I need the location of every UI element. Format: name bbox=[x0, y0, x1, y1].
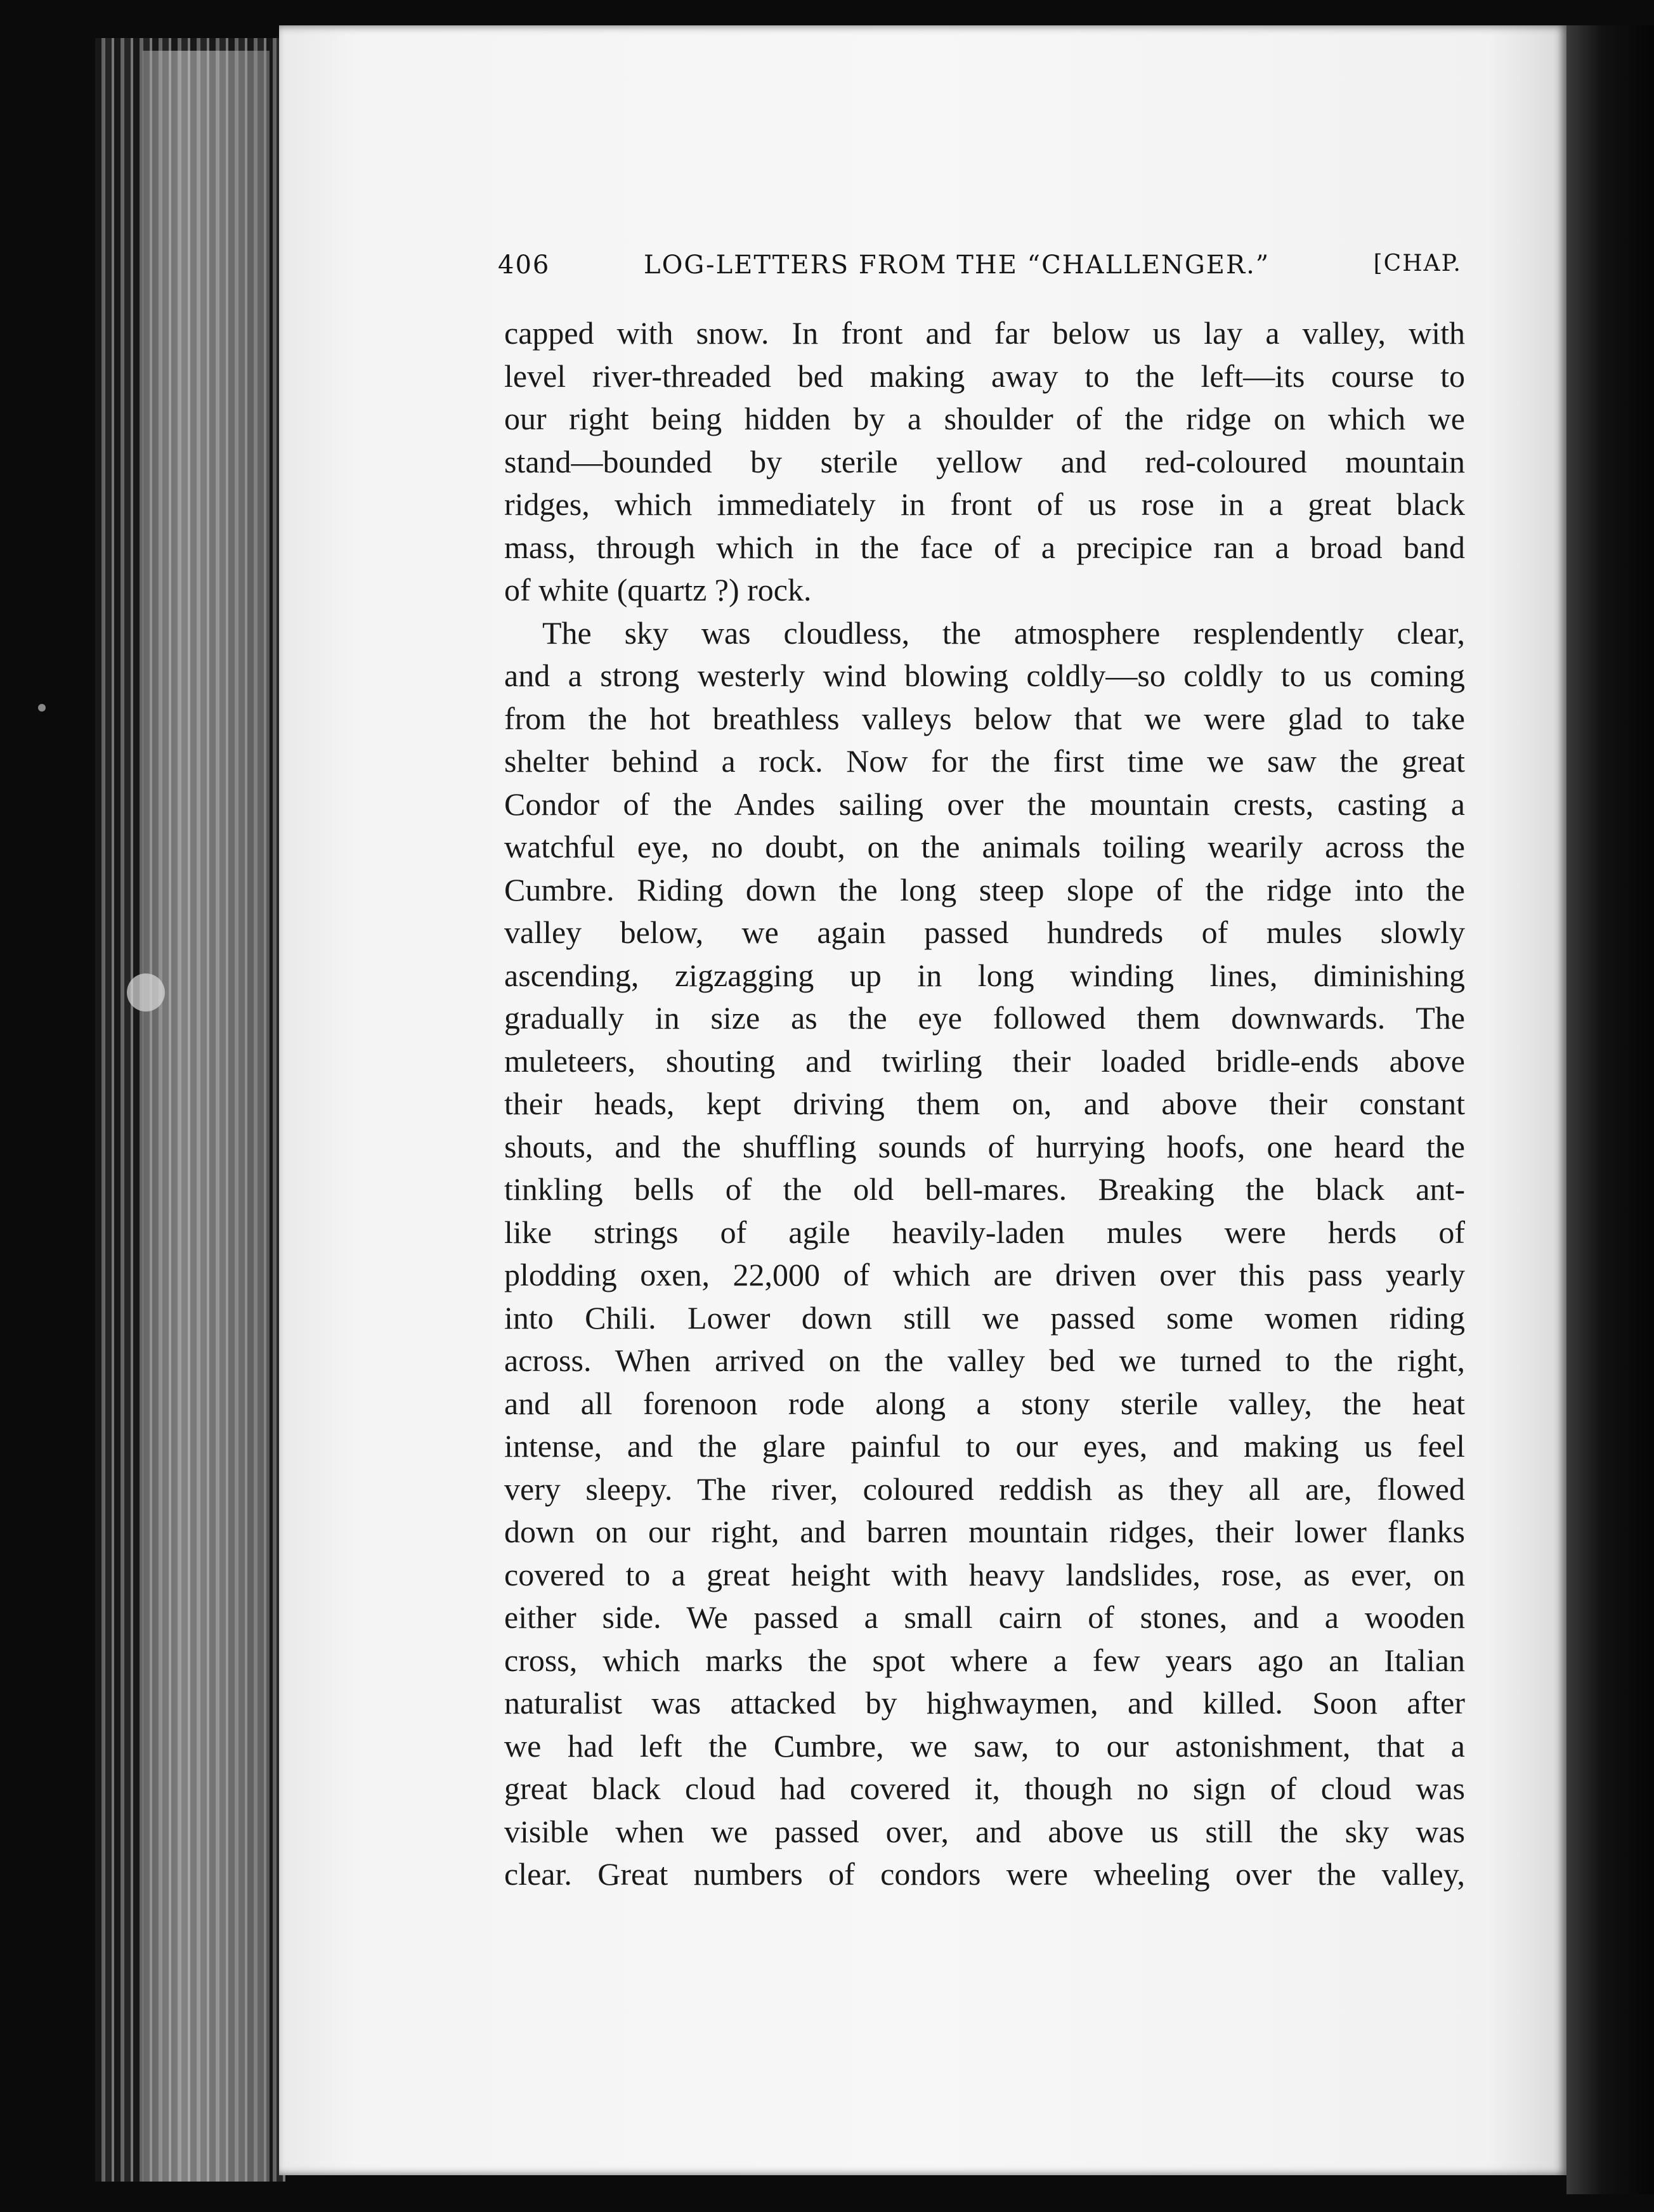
text-line: stand—bounded by sterile yellow and red-coloured mountain bbox=[504, 443, 1465, 479]
text-line: across. When arrived on the valley bed we turned to the right, bbox=[504, 1343, 1465, 1378]
text-line: from the hot breathless valleys below that we were glad to take bbox=[504, 700, 1465, 736]
paper-speck bbox=[38, 704, 46, 712]
text-line: watchful eye, no doubt, on the animals toiling wearily across the bbox=[504, 829, 1465, 864]
text-line: shelter behind a rock. Now for the first time we saw the great bbox=[504, 743, 1465, 779]
text-line: and a strong westerly wind blowing coldly—so coldly to us coming bbox=[504, 658, 1465, 693]
text-line: gradually in size as the eye followed them downwards. The bbox=[504, 1000, 1465, 1036]
text-line: shouts, and the shuffling sounds of hurrying hoofs, one heard the bbox=[504, 1128, 1465, 1164]
paper-speck bbox=[127, 973, 165, 1012]
text-line: mass, through which in the face of a precipice ran a broad band bbox=[504, 529, 1465, 565]
text-line: level river-threaded bed making away to the left—its course to bbox=[504, 358, 1465, 394]
text-line: valley below, we again passed hundreds of mules slowly bbox=[504, 914, 1465, 950]
chapter-mark: [CHAP. bbox=[1373, 250, 1462, 276]
text-line: like strings of agile heavily-laden mules were herds of bbox=[504, 1214, 1465, 1250]
text-line: and all forenoon rode along a stony sterile valley, the heat bbox=[504, 1385, 1465, 1421]
text-line: ascending, zigzagging up in long winding lines, diminishing bbox=[504, 957, 1465, 993]
running-header bbox=[498, 250, 1462, 289]
text-line: clear. Great numbers of condors were wheeling over the valley, bbox=[504, 1856, 1465, 1892]
page-edge-highlight bbox=[143, 51, 270, 2182]
text-line: into Chili. Lower down still we passed some women riding bbox=[504, 1299, 1465, 1336]
running-title: LOG-LETTERS FROM THE “CHALLENGER.” bbox=[644, 250, 1270, 280]
text-line: plodding oxen, 22,000 of which are driven over this pass yearly bbox=[504, 1257, 1465, 1292]
text-line: our right being hidden by a shoulder of the ridge on which we bbox=[504, 401, 1465, 436]
text-line: great black cloud had covered it, though no sign of cloud was bbox=[504, 1771, 1465, 1806]
text-line: down on our right, and barren mountain ridges, their lower flanks bbox=[504, 1514, 1465, 1549]
text-line: Condor of the Andes sailing over the mountain crests, casting a bbox=[504, 786, 1465, 822]
text-line: either side. We passed a small cairn of stones, and a wooden bbox=[504, 1599, 1465, 1635]
text-line: The sky was cloudless, the atmosphere resplendently clear, bbox=[542, 615, 1465, 651]
text-line: very sleepy. The river, coloured reddish as they all are, flowed bbox=[504, 1471, 1465, 1507]
text-line: muleteers, shouting and twirling their loaded bridle-ends above bbox=[504, 1043, 1465, 1079]
text-line: their heads, kept driving them on, and above their constant bbox=[504, 1086, 1465, 1121]
text-line: ridges, which immediately in front of us rose in a great black bbox=[504, 486, 1465, 522]
paragraph bbox=[504, 612, 1465, 1896]
text-line: covered to a great height with heavy landslides, rose, as ever, on bbox=[504, 1556, 1465, 1592]
text-line: Cumbre. Riding down the long steep slope of the ridge into the bbox=[504, 871, 1465, 908]
text-line: of white (quartz ?) rock. bbox=[504, 572, 812, 608]
text-line: intense, and the glare painful to our eyes, and making us feel bbox=[504, 1428, 1465, 1464]
binding-shadow bbox=[1566, 25, 1654, 2194]
page-number: 406 bbox=[498, 250, 550, 280]
text-line: tinkling bells of the old bell-mares. Breaking the black ant- bbox=[504, 1171, 1465, 1207]
body-text bbox=[504, 312, 1465, 1896]
text-line: naturalist was attacked by highwaymen, and killed. Soon after bbox=[504, 1685, 1465, 1721]
text-line: cross, which marks the spot where a few years ago an Italian bbox=[504, 1642, 1465, 1678]
paragraph bbox=[504, 312, 1465, 612]
text-line: capped with snow. In front and far below us lay a valley, with bbox=[504, 315, 1465, 351]
text-line: we had left the Cumbre, we saw, to our astonishment, that a bbox=[504, 1727, 1465, 1764]
text-line: visible when we passed over, and above us still the sky was bbox=[504, 1813, 1465, 1849]
